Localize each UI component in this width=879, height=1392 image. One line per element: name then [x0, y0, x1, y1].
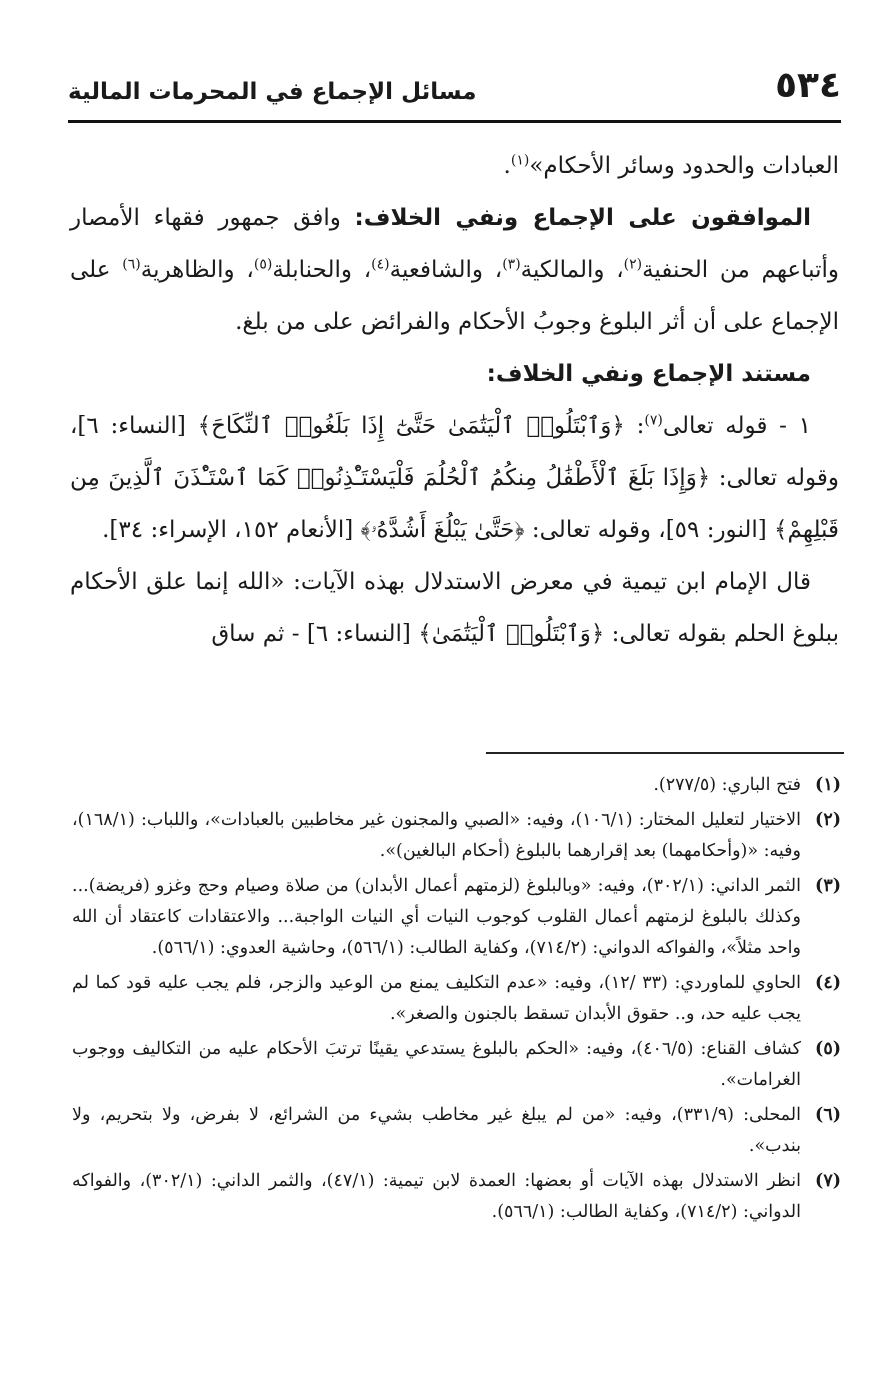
main-text [70, 140, 839, 660]
p1-text: العبادات والحدود وسائر الأحكام» [529, 153, 839, 179]
footnote-number: (٤) [815, 973, 841, 993]
footnote-text: الثمر الداني: (٣٠٢/١)، وفيه: «وبالبلوغ (لزمتهم أعمال الأبدان) من صلاة وصيام وحج وغزو (فريضة)... وكذلك بالبلوغ لزمتهم أعمال القلوب كوجوب النيات أي النيات الواجبة... والاعتقادات كاعتقاد أن الله واحد مثلاً»، والفواكه الدواني: (٧١٤/٢)، وكفاية الطالب: (٥٦٦/١)، وحاشية العدوي: (٥٦٦/١). [72, 876, 802, 958]
p3-text-a: ١ - قوله تعالى [662, 413, 811, 439]
footnote-ref-6[interactable]: (٦) [122, 256, 141, 273]
footnote [72, 968, 841, 1030]
p3-text-b: : ﴿وَٱبْتَلُوا۟ ٱلْيَتَٰمَىٰ حَتَّىٰٓ إِذَا بَلَغُوا۟ ٱلنِّكَاحَ﴾ [النساء: ٦]، وقوله تعالى: ﴿وَإِذَا بَلَغَ ٱلْأَطْفَٰلُ مِنكُمُ ٱلْحُلُمَ فَلْيَسْتَـْٔذِنُوا۟ كَمَا ٱسْتَـْٔذَنَ ٱلَّذِينَ مِن قَبْلِهِمْ﴾ [النور: ٥٩]، وقوله تعالى: ﴿حَتَّىٰ يَبْلُغَ أَشُدَّهُۥ﴾ [الأنعام ١٥٢، الإسراء: ٣٤]. [70, 413, 839, 543]
footnote-ref-5[interactable]: (٥) [253, 256, 273, 273]
footnote-ref-3[interactable]: (٣) [502, 256, 521, 273]
header-rule [68, 120, 841, 123]
paragraph-2 [70, 192, 839, 348]
footnote-number: (٢) [815, 810, 841, 830]
page-number: ٥٣٤ [775, 65, 841, 106]
footnote-text: انظر الاستدلال بهذه الآيات أو بعضها: العمدة لابن تيمية: (٤٧/١)، والثمر الداني: (٣٠٢/١)، والفواكه الدواني: (٧١٤/٢)، وكفاية الطالب: (٥٦٦/١). [72, 1171, 801, 1222]
footnotes [72, 770, 841, 1232]
footnote [72, 871, 841, 964]
footnote [72, 1100, 841, 1162]
footnote-text: الاختيار لتعليل المختار: (١٠٦/١)، وفيه: «الصبي والمجنون غير مخاطبين بالعبادات»، واللباب: (١٦٨/١)، وفيه: «(وأحكامهما) بعد إقرارهما بالبلوغ (أحكام البالغين)». [72, 810, 801, 861]
p2-text-a: وافق جمهور فقهاء الأمصار وأتباعهم من الحنفية [70, 205, 839, 283]
p2-text-c: ، والشافعية [389, 257, 503, 283]
footnote [72, 805, 841, 867]
footnote-number: (٥) [815, 1039, 841, 1059]
footnote-text: المحلى: (٣٣١/٩)، وفيه: «من لم يبلغ غير مخاطب بشيء من الشرائع، لا بفرض، ولا بتحريم، ولا بندب». [72, 1105, 801, 1156]
page-header [68, 66, 841, 120]
footnote [72, 1034, 841, 1096]
footnote-number: (٧) [815, 1171, 841, 1191]
section-lead: الموافقون على الإجماع ونفي الخلاف: [354, 205, 812, 231]
paragraph-1 [70, 140, 839, 192]
footnote [72, 770, 841, 801]
p2-text-e: ، والظاهرية [140, 257, 254, 283]
paragraph-3 [70, 400, 839, 556]
footnote-rule [486, 752, 844, 754]
p2-text-d: ، والحنابلة [272, 257, 372, 283]
footnote-number: (٦) [815, 1105, 841, 1125]
footnote-text: فتح الباري: (٢٧٧/٥). [653, 775, 801, 795]
footnote-ref-2[interactable]: (٢) [623, 256, 643, 273]
footnote-text: كشاف القناع: (٤٠٦/٥)، وفيه: «الحكم بالبلوغ يستدعي يقينًا ترتبَ الأحكام عليه من التكاليف ووجوب الغرامات». [72, 1039, 801, 1090]
footnote-number: (١) [815, 775, 841, 795]
p2-text-f: على الإجماع على أن أثر البلوغ وجوبُ الأحكام والفرائض على من بلغ. [70, 257, 839, 335]
footnote [72, 1166, 841, 1228]
section-heading: مستند الإجماع ونفي الخلاف: [486, 361, 811, 387]
footnote-ref-7[interactable]: (٧) [644, 412, 663, 429]
p1-end: . [503, 153, 511, 179]
p2-text-b: ، والمالكية [520, 257, 624, 283]
paragraph-4: قال الإمام ابن تيمية في معرض الاستدلال بهذه الآيات: «الله إنما علق الأحكام ببلوغ الحلم بقوله تعالى: ﴿وَٱبْتَلُوا۟ ٱلْيَتَٰمَىٰ﴾ [النساء: ٦] - ثم ساق [70, 569, 839, 647]
running-title: مسائل الإجماع في المحرمات المالية [68, 79, 477, 105]
footnote-ref-4[interactable]: (٤) [371, 256, 390, 273]
footnote-number: (٣) [815, 876, 841, 896]
footnote-text: الحاوي للماوردي: (٣٣ /١٢)، وفيه: «عدم التكليف يمنع من الوعيد والزجر، فلم يجب عليه قود كما لم يجب عليه حد، و.. حقوق الأبدان تسقط بالجنون والصغر». [72, 973, 801, 1024]
footnote-ref-1[interactable]: (١) [510, 152, 530, 169]
